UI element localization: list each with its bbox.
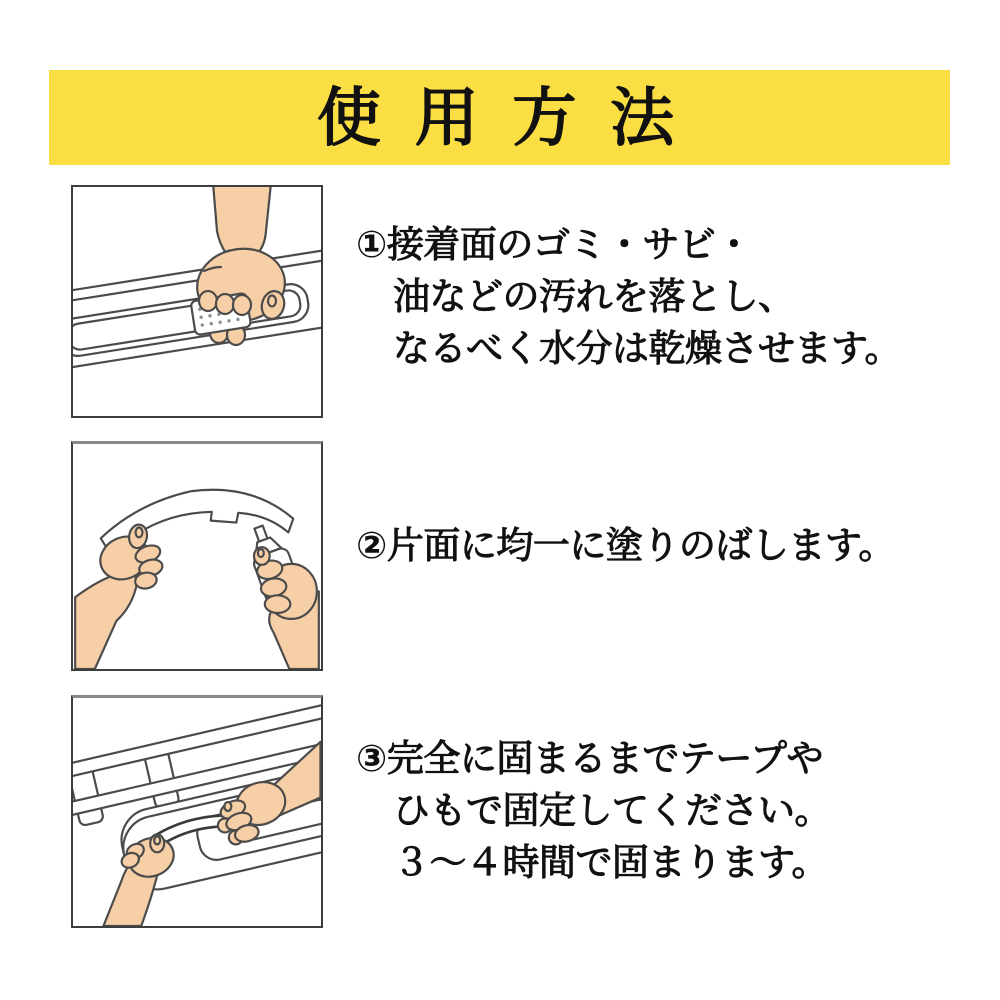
step-3-line-3: ３～４時間で固まります。	[393, 842, 829, 883]
step-3-line-2: ひもで固定してください。	[393, 790, 831, 831]
step-2-line-1: ②片面に均一に塗りのばします。	[356, 525, 895, 566]
step-3-line-1: ③完全に固まるまでテープや	[356, 738, 823, 779]
step-3-illustration-box	[71, 695, 323, 928]
step-2-illustration-box	[71, 441, 323, 671]
hand-scrubbing-panel-illustration	[73, 187, 321, 416]
applying-adhesive-illustration	[73, 444, 321, 669]
step-2-text	[356, 520, 895, 572]
step-3-text	[356, 733, 831, 889]
step-1-illustration-box	[71, 185, 323, 418]
step-1-text	[356, 219, 901, 375]
pressing-part-illustration	[73, 698, 321, 926]
step-1-line-1: ①接着面のゴミ・サビ・	[356, 224, 752, 265]
step-1-line-2: 油などの汚れを落とし、	[393, 276, 795, 317]
title-banner	[49, 70, 950, 165]
step-1-line-3: なるべく水分は乾燥させます。	[393, 328, 902, 369]
page-title: 使 用 方 法	[316, 81, 683, 154]
